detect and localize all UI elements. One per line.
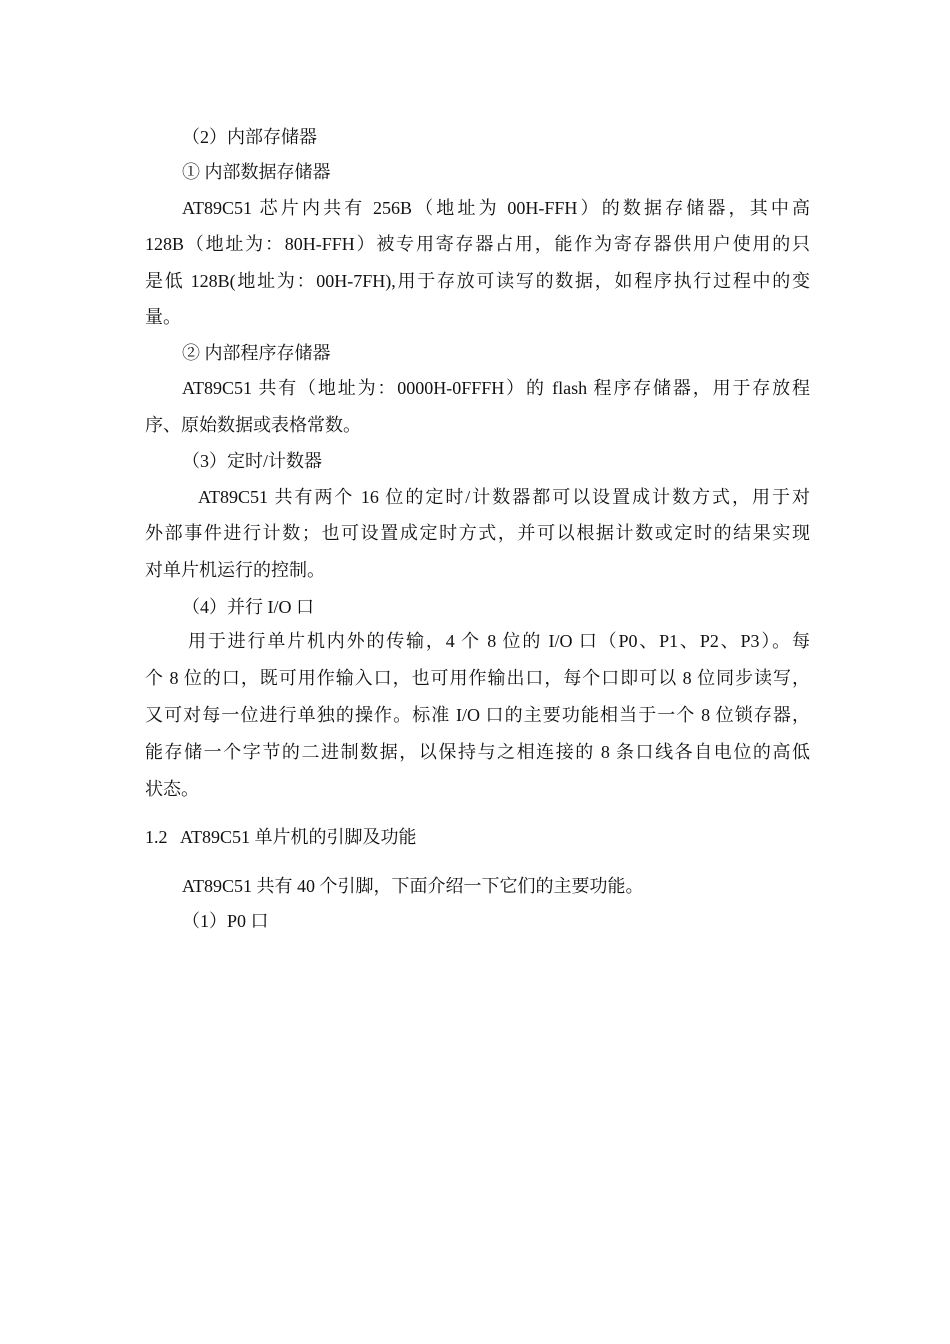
paragraph-line: 128B（地址为：80H-FFH）被专用寄存器占用，能作为寄存器供用户使用的只 (145, 234, 810, 254)
subsection-heading-p0-port: （1）P0 口 (182, 911, 269, 931)
paragraph-line: 又可对每一位进行单独的操作。标准 I/O 口的主要功能相当于一个 8 位锁存器， (145, 705, 810, 725)
subsection-heading-internal-memory: （2）内部存储器 (182, 127, 317, 147)
paragraph-line: 量。 (145, 307, 181, 327)
section-heading-pins: 1.2 AT89C51 单片机的引脚及功能 (145, 827, 417, 847)
paragraph-line: 用于进行单片机内外的传输，4 个 8 位的 I/O 口（P0、P1、P2、P3）。每 (188, 631, 810, 651)
item-heading-internal-data-memory: ① 内部数据存储器 (182, 162, 331, 182)
paragraph-line: AT89C51 共有 40 个引脚，下面介绍一下它们的主要功能。 (182, 876, 644, 896)
paragraph-line: 外部事件进行计数；也可设置成定时方式，并可以根据计数或定时的结果实现 (145, 523, 810, 543)
subsection-heading-parallel-io: （4）并行 I/O 口 (182, 597, 314, 617)
item-heading-internal-program-memory: ② 内部程序存储器 (182, 343, 331, 363)
paragraph-line: 个 8 位的口，既可用作输入口，也可用作输出口，每个口即可以 8 位同步读写， (145, 668, 810, 688)
subsection-heading-timer-counter: （3）定时/计数器 (182, 451, 323, 471)
paragraph-line: 是低 128B(地址为：00H-7FH),用于存放可读写的数据，如程序执行过程中的变 (145, 271, 810, 291)
paragraph-line: 对单片机运行的控制。 (145, 560, 325, 580)
paragraph-line: 状态。 (145, 779, 199, 799)
paragraph-line: 序、原始数据或表格常数。 (145, 415, 361, 435)
paragraph-line: 能存储一个字节的二进制数据，以保持与之相连接的 8 条口线各自电位的高低 (145, 742, 810, 762)
paragraph-line: AT89C51 共有两个 16 位的定时/计数器都可以设置成计数方式，用于对 (198, 487, 810, 507)
paragraph-line: AT89C51 芯片内共有 256B（地址为 00H-FFH）的数据存储器，其中高 (182, 198, 810, 218)
paragraph-line: AT89C51 共有（地址为：0000H-0FFFH）的 flash 程序存储器，用于存放程 (182, 378, 810, 398)
